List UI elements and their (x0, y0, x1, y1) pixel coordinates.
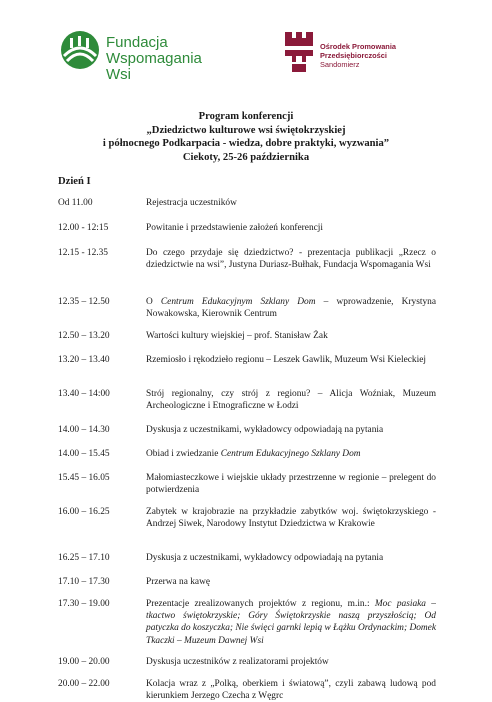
row-description: Dyskusja uczestników z realizatorami projektów (146, 657, 329, 667)
row-description: Prezentacje zrealizowanych projektów z regionu, m.in.: Moc pasiaka – tkactwo świętokrzyskie; Góry Świętokrzyskie naszą przyszłością; Od patyczka do koszyczka; Nie święci garnki lepią w Łążku Ordynackim; Domek Tkaczki – Muzeum Dawnej Wsi (146, 599, 436, 646)
row-time: 17.30 – 19.00 (58, 599, 110, 609)
row-description: Powitanie i przedstawienie założeń konferencji (146, 223, 324, 233)
row-time: Od 11.00 (58, 198, 93, 208)
row-time: 15.45 – 16.05 (58, 473, 110, 483)
row-description: Małomiasteczkowe i wiejskie układy przestrzenne w regionie – prelegent do potwierdzenia (146, 473, 436, 496)
row-time: 12.50 – 13.20 (58, 331, 110, 341)
row-time: 19.00 – 20.00 (58, 657, 110, 667)
title-line-4: Ciekoty, 25-26 października (182, 151, 310, 163)
row-description: Wartości kultury wiejskiej – prof. Stanisław Żak (146, 331, 328, 341)
day-heading: Dzień I (58, 176, 91, 187)
row-description: Dyskusja z uczestnikami, wykładowcy odpowiadają na pytania (146, 425, 384, 435)
row-time: 16.00 – 16.25 (58, 507, 110, 517)
row-time: 14.00 – 14.30 (58, 425, 110, 435)
row-time: 17.10 – 17.30 (58, 577, 110, 587)
fundacja-logo-text: Fundacja Wspomagania Wsi (106, 34, 202, 83)
row-time: 12.15 - 12.35 (58, 248, 108, 258)
row-time: 13.40 – 14:00 (58, 389, 110, 399)
row-description: Dyskusja z uczestnikami, wykładowcy odpowiadają na pytania (146, 553, 384, 563)
row-description: Kolacja wraz z „Polką, oberkiem i światową”, czyli zabawą ludową pod kierunkiem Jerzego Czecha z Węgrc (146, 679, 436, 702)
osrodek-emblem-icon (282, 28, 316, 74)
row-time: 12.00 - 12:15 (58, 223, 109, 233)
row-time: 16.25 – 17.10 (58, 553, 110, 563)
osrodek-logo-text: Ośrodek Promowania Przedsiębiorczości Sandomierz (320, 42, 396, 69)
row-description: O Centrum Edukacyjnym Szklany Dom – wprowadzenie, Krystyna Nowakowska, Kierownik Centrum (146, 297, 436, 320)
osrodek-logo (282, 28, 472, 78)
row-time: 14.00 – 15.45 (58, 449, 110, 459)
row-description: Przerwa na kawę (146, 577, 211, 587)
row-time: 20.00 – 22.00 (58, 679, 110, 689)
row-description: Do czego przydaje się dziedzictwo? - prezentacja publikacji „Rzecz o dziedzictwie na wsi”, Justyna Duriasz-Bułhak, Fundacja Wspomagania Wsi (146, 248, 436, 271)
row-time: 12.35 – 12.50 (58, 297, 110, 307)
title-line-1: Program konferencji (198, 111, 294, 122)
row-description: Obiad i zwiedzanie Centrum Edukacyjnego Szklany Dom (146, 449, 361, 459)
fundacja-logo (58, 30, 202, 83)
title-line-2: „Dziedzictwo kulturowe wsi świętokrzyskiej (146, 124, 346, 136)
fundacja-emblem-icon (58, 30, 102, 70)
row-description: Rejestracja uczestników (146, 198, 237, 208)
row-description: Zabytek w krajobrazie na przykładzie zabytków woj. świętokrzyskiego - Andrzej Siwek, Narodowy Instytut Dziedzictwa w Krakowie (146, 507, 436, 530)
row-description: Strój regionalny, czy strój z regionu? – Alicja Woźniak, Muzeum Archeologiczne i Etnograficzne w Łodzi (146, 389, 436, 412)
row-description: Rzemiosło i rękodzieło regionu – Leszek Gawlik, Muzeum Wsi Kieleckiej (146, 355, 426, 365)
row-time: 13.20 – 13.40 (58, 355, 110, 365)
title-line-3: i północnego Podkarpacia - wiedza, dobre praktyki, wyzwania” (102, 138, 390, 149)
conference-title (0, 110, 492, 164)
